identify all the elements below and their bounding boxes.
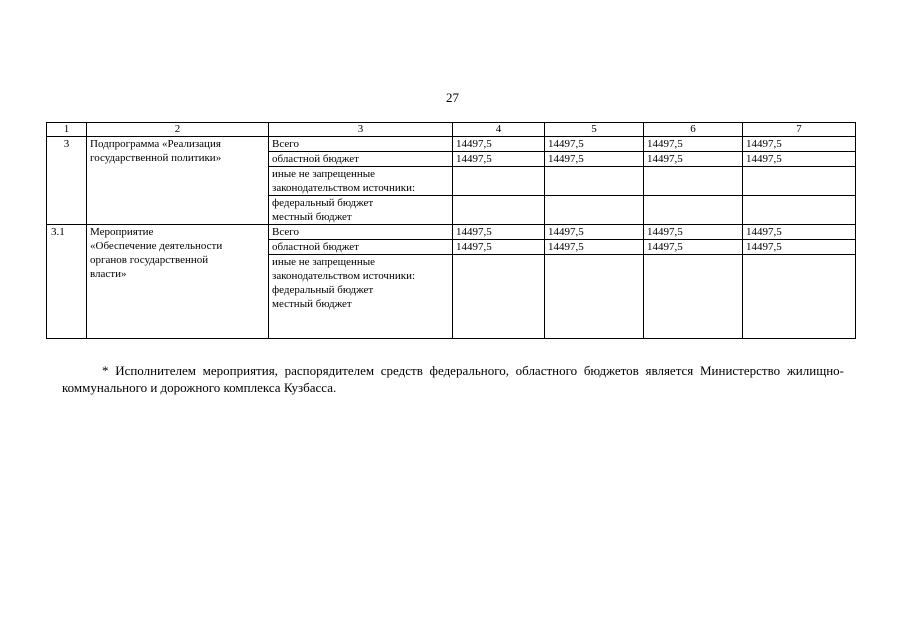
funding-source xyxy=(269,137,453,152)
column-header: 2 xyxy=(87,123,269,137)
funding-source xyxy=(269,152,453,167)
value-cell xyxy=(644,167,743,196)
funding-source-line: иные не запрещенные xyxy=(272,168,376,180)
column-header: 7 xyxy=(743,123,856,137)
value-cell xyxy=(644,255,743,339)
value-cell xyxy=(545,196,644,225)
value-cell: 14497,5 xyxy=(743,152,856,167)
column-header: 4 xyxy=(453,123,545,137)
value-cell xyxy=(545,255,644,339)
value-cell xyxy=(453,196,545,225)
value-cell: 14497,5 xyxy=(743,225,856,240)
funding-source xyxy=(269,167,453,196)
value-cell: 14497,5 xyxy=(453,137,545,152)
value-cell: 14497,5 xyxy=(545,152,644,167)
funding-source-line: иные не запрещенные xyxy=(272,256,376,268)
column-header: 3 xyxy=(269,123,453,137)
funding-source-line: Всего xyxy=(272,138,299,150)
table-header-row xyxy=(47,123,856,137)
value-cell xyxy=(743,196,856,225)
row-name-line: власти» xyxy=(90,268,127,280)
funding-source xyxy=(269,255,453,339)
row-number: 3 xyxy=(47,137,87,225)
row-name-line: Подпрограмма «Реализация xyxy=(90,138,221,150)
budget-table xyxy=(46,122,856,339)
column-header: 5 xyxy=(545,123,644,137)
value-cell: 14497,5 xyxy=(644,240,743,255)
funding-source xyxy=(269,196,453,225)
funding-source-line: федеральный бюджет xyxy=(272,197,374,209)
column-header: 6 xyxy=(644,123,743,137)
value-cell xyxy=(453,255,545,339)
funding-source-line: областной бюджет xyxy=(272,153,359,165)
funding-source-line: федеральный бюджет xyxy=(272,284,374,296)
value-cell: 14497,5 xyxy=(545,137,644,152)
funding-source-line: законодательством источники: xyxy=(272,270,416,282)
value-cell: 14497,5 xyxy=(453,152,545,167)
row-name-line: «Обеспечение деятельности xyxy=(90,240,223,252)
value-cell: 14497,5 xyxy=(453,225,545,240)
footnote xyxy=(62,362,844,396)
table-row xyxy=(47,137,856,152)
value-cell: 14497,5 xyxy=(743,240,856,255)
funding-source xyxy=(269,240,453,255)
value-cell: 14497,5 xyxy=(545,240,644,255)
column-header: 1 xyxy=(47,123,87,137)
funding-source-line: местный бюджет xyxy=(272,298,352,310)
funding-source-line: областной бюджет xyxy=(272,241,359,253)
table-row xyxy=(47,225,856,240)
row-name xyxy=(87,137,269,225)
value-cell: 14497,5 xyxy=(644,137,743,152)
page-number: 27 xyxy=(446,90,459,105)
value-cell xyxy=(743,255,856,339)
funding-source-line: местный бюджет xyxy=(272,211,352,223)
value-cell xyxy=(743,167,856,196)
value-cell xyxy=(545,167,644,196)
value-cell: 14497,5 xyxy=(644,152,743,167)
funding-source-line: Всего xyxy=(272,226,299,238)
row-name-line: органов государственной xyxy=(90,254,209,266)
value-cell: 14497,5 xyxy=(743,137,856,152)
footnote-text: * Исполнителем мероприятия, распорядителем средств федерального, областного бюджетов является Министерство жилищно-коммунального и дорожного комплекса Кузбасса. xyxy=(62,363,844,395)
value-cell: 14497,5 xyxy=(545,225,644,240)
funding-source xyxy=(269,225,453,240)
value-cell: 14497,5 xyxy=(453,240,545,255)
row-name xyxy=(87,225,269,339)
value-cell xyxy=(453,167,545,196)
row-name-line: Мероприятие xyxy=(90,226,154,238)
row-number: 3.1 xyxy=(47,225,87,339)
row-name-line: государственной политики» xyxy=(90,152,222,164)
value-cell: 14497,5 xyxy=(644,225,743,240)
funding-source-line: законодательством источники: xyxy=(272,182,416,194)
value-cell xyxy=(644,196,743,225)
